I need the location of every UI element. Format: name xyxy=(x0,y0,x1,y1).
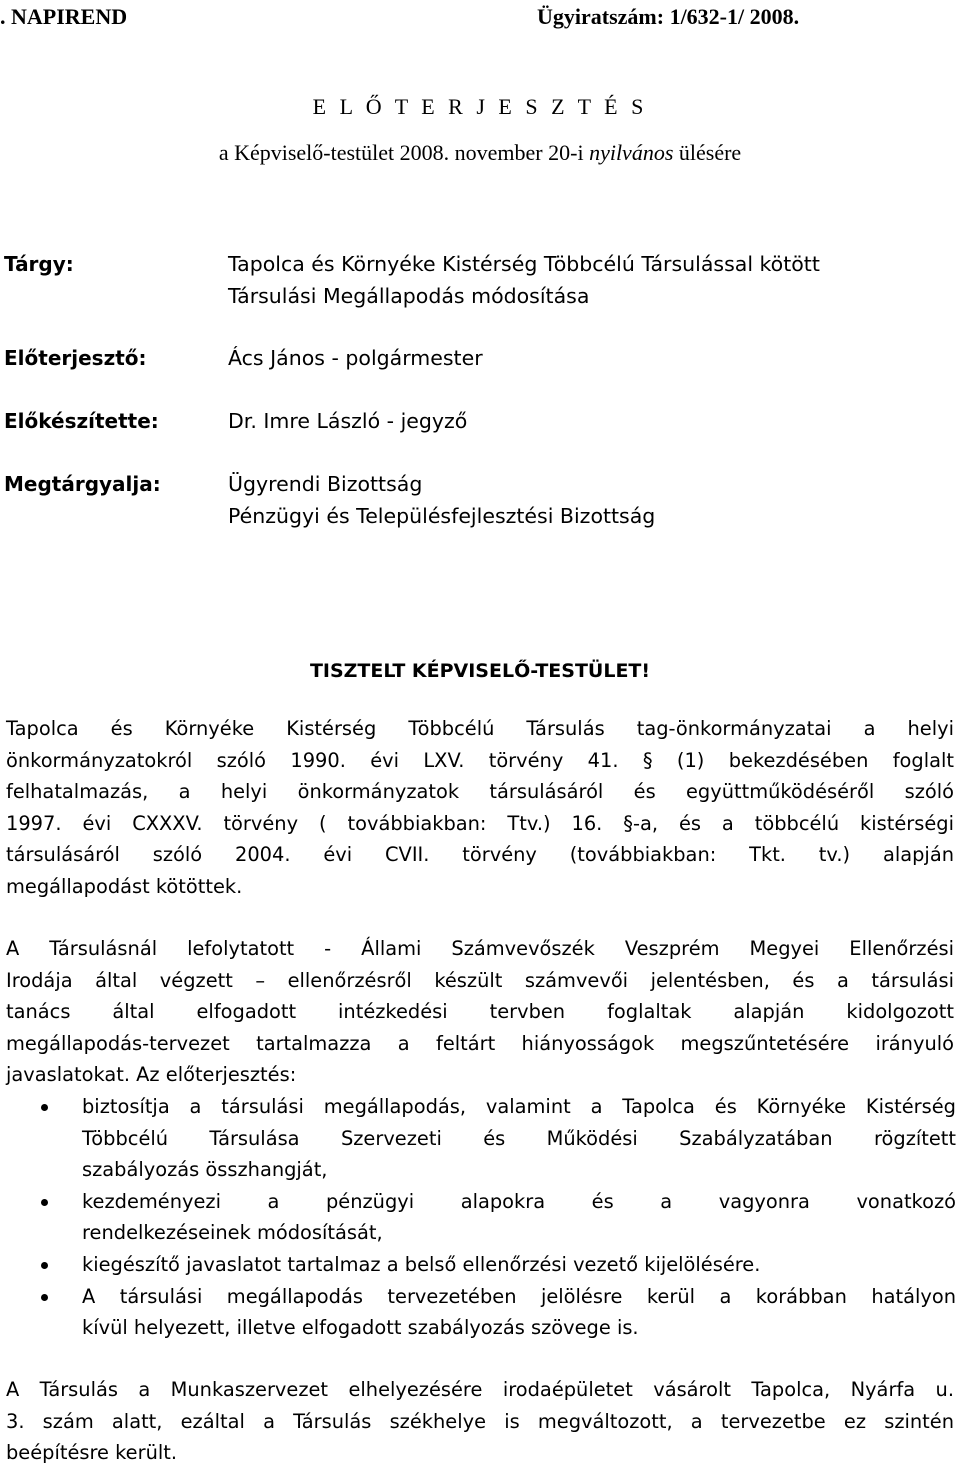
salutation: TISZTELT KÉPVISELŐ-TESTÜLET! xyxy=(309,660,651,682)
discussed-by-value-line-1: Ügyrendi Bizottság xyxy=(228,472,423,496)
paragraph-2-line: Irodája által végzett – ellenőrzésről készült számvevői jelentésben, és a társulási xyxy=(6,968,954,992)
list-item-line: rendelkezéseinek módosítását, xyxy=(82,1221,383,1245)
paragraph-3 xyxy=(6,1374,954,1469)
paragraph-2-line: megállapodás-tervezet tartalmazza a feltárt hiányosságok megszűntetésére irányuló xyxy=(6,1031,954,1055)
paragraph-1-line: társulásáról szóló 2004. évi CVII. törvény (továbbiakban: Tkt. tv.) alapján xyxy=(6,843,954,867)
subtitle-part-2: ülésére xyxy=(673,140,742,165)
list-item xyxy=(6,1249,956,1281)
presenter-value: Ács János - polgármester xyxy=(228,346,483,370)
subject-value-line-1: Tapolca és Környéke Kistérség Többcélú Társulással kötött xyxy=(228,252,820,276)
paragraph-1-line: önkormányzatokról szóló 1990. évi LXV. törvény 41. § (1) bekezdésében foglalt xyxy=(6,748,954,772)
list-item-line: Többcélú Társulása Szervezeti és Működési Szabályzatában rögzített xyxy=(82,1126,956,1150)
paragraph-2-line: javaslatokat. Az előterjesztés: xyxy=(6,1063,297,1087)
discussed-by-value-line-2: Pénzügyi és Településfejlesztési Bizottság xyxy=(228,504,656,528)
bullet-icon xyxy=(41,1294,48,1301)
list-item-line: kezdeményezi a pénzügyi alapokra és a vagyonra vonatkozó xyxy=(82,1189,956,1213)
paragraph-3-line: 3. szám alatt, ezáltal a Társulás székhelye is megváltozott, a tervezetbe ez szintén xyxy=(6,1409,954,1433)
discussed-by-label: Megtárgyalja: xyxy=(4,472,161,496)
paragraph-2-line: tanács által elfogadott intézkedési tervben foglaltak alapján kidolgozott xyxy=(6,1000,954,1024)
presenter-label: Előterjesztő: xyxy=(4,346,147,370)
paragraph-3-line: beépítésre került. xyxy=(6,1441,178,1465)
bullet-icon xyxy=(41,1104,48,1111)
document-subtitle xyxy=(0,138,960,168)
list-item-line: kívül helyezett, illetve elfogadott szabályozás szövege is. xyxy=(82,1316,639,1340)
subject-label: Tárgy: xyxy=(4,252,74,276)
paragraph-1 xyxy=(6,713,954,903)
bullet-list xyxy=(6,1091,956,1344)
list-item-line: biztosítja a társulási megállapodás, valamint a Tapolca és Környéke Kistérség xyxy=(82,1095,956,1118)
paragraph-3-line: A Társulás a Munkaszervezet elhelyezésére irodaépületet vásárolt Tapolca, Nyárfa u. xyxy=(6,1378,954,1401)
list-item xyxy=(6,1281,956,1344)
list-item-line: kiegészítő javaslatot tartalmaz a belső ellenőrzési vezető kijelölésére. xyxy=(82,1252,761,1276)
paragraph-1-line: 1997. évi CXXXV. törvény ( továbbiakban: Ttv.) 16. §-a, és a többcélú kistérségi xyxy=(6,811,954,835)
paragraph-2 xyxy=(6,933,954,1091)
subtitle-italic: nyilvános xyxy=(589,140,674,165)
paragraph-2-line: A Társulásnál lefolytatott - Állami Számvevőszék Veszprém Megyei Ellenőrzési xyxy=(6,937,954,960)
bullet-icon xyxy=(41,1262,48,1269)
paragraph-1-line: megállapodást kötöttek. xyxy=(6,874,243,898)
list-item-line: szabályozás összhangját, xyxy=(82,1158,328,1182)
file-number: Ügyiratszám: 1/632-1/ 2008. xyxy=(537,4,800,29)
subject-value-line-2: Társulási Megállapodás módosítása xyxy=(228,284,590,308)
prepared-by-label: Előkészítette: xyxy=(4,409,159,433)
subtitle-part-1: a Képviselő-testület 2008. november 20-i xyxy=(218,140,590,165)
bullet-icon xyxy=(41,1199,48,1206)
document-title: E L Ő T E R J E S Z T É S xyxy=(312,94,648,119)
agenda-label: . NAPIREND xyxy=(0,4,128,29)
list-item xyxy=(6,1186,956,1249)
list-item-line: A társulási megállapodás tervezetében jelölésre kerül a korábban hatályon xyxy=(82,1284,956,1308)
paragraph-1-line: felhatalmazás, a helyi önkormányzatok társulásáról és együttműködéséről szóló xyxy=(6,780,954,804)
list-item xyxy=(6,1091,956,1186)
prepared-by-value: Dr. Imre László - jegyző xyxy=(228,409,468,433)
paragraph-1-line: Tapolca és Környéke Kistérség Többcélú Társulás tag-önkormányzatai a helyi xyxy=(6,717,954,740)
